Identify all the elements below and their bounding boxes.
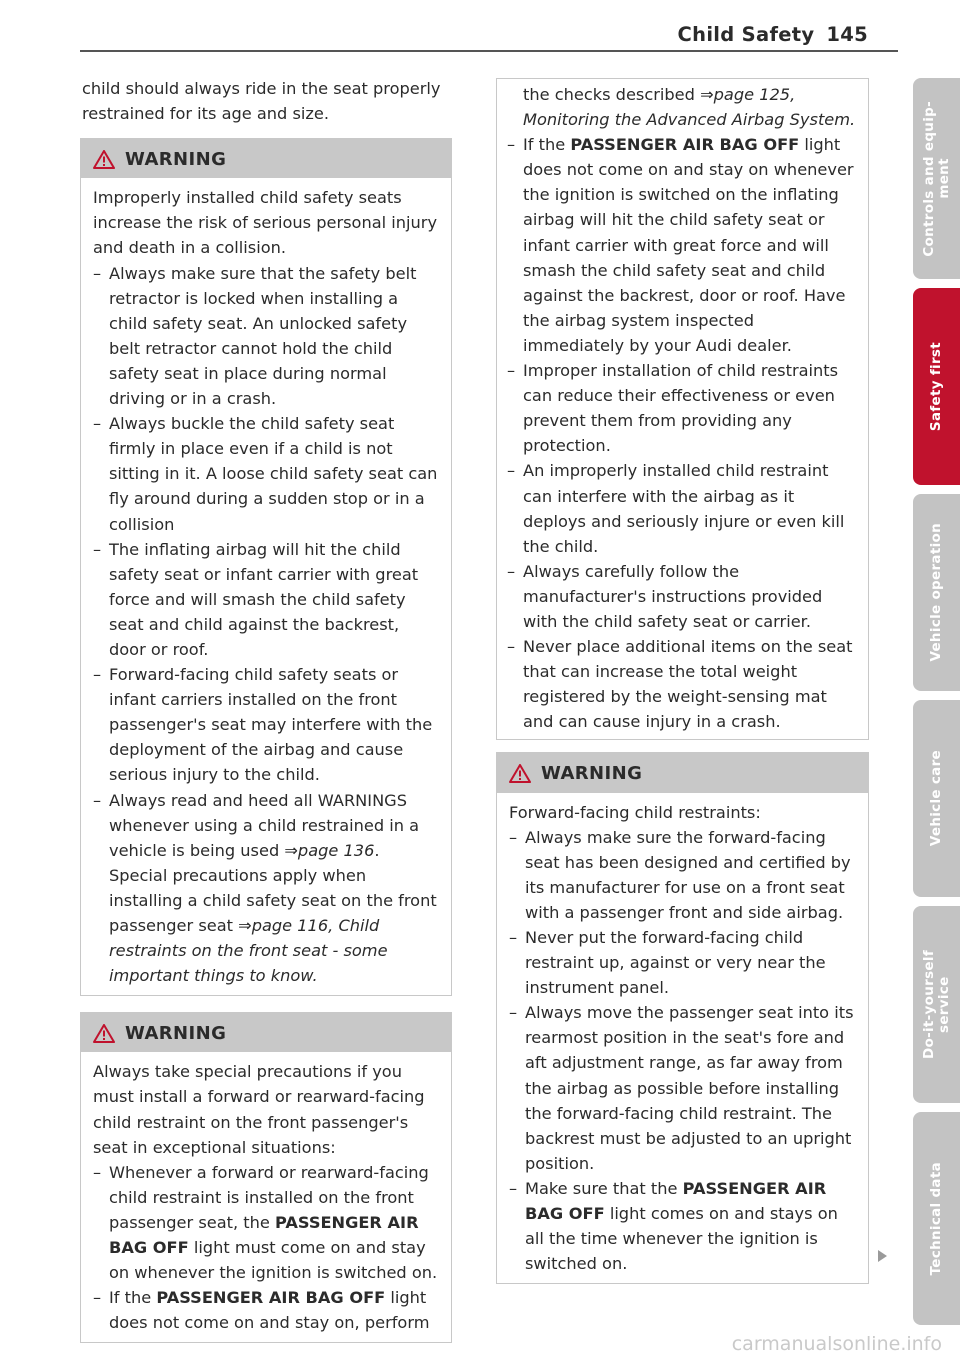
list-item-text: Always read and heed all WARNINGS whenever using a child restrained in a vehicle is being used [109,790,420,860]
warning-lead: Forward-facing child restraints: [509,802,761,822]
list-item: – Always carefully follow the manufacturer's instructions provided with the child safety seat or carrier. [507,559,856,634]
page-reference-link[interactable]: ⇒page 125, Monitoring the Advanced Airbag System. [523,85,856,130]
list-item-text: Whenever a forward or rearward-facing child restraint is installed on the front passenger seat, the [109,1162,429,1232]
warning-triangle-icon [93,150,115,169]
right-column [496,78,869,1284]
list-item: – The inflating airbag will hit the child safety seat or infant carrier with great force and will smash the child safety seat and child against the backrest, door or roof. [93,537,439,662]
tab-label: Controls and equip- ment [920,100,952,257]
warning-body [81,178,451,995]
tab-label: Do-it-yourself service [920,949,952,1059]
warning-heading: WARNING [541,763,643,785]
header-rule [80,50,898,52]
running-header [678,23,868,46]
list-item: – Never place additional items on the seat that can increase the total weight registered by the weight-sensing mat and can cause injury in a crash. [507,634,856,734]
warning-box-2 [80,1012,452,1343]
list-item [507,132,856,358]
warning-box-1 [80,138,452,996]
list-item: – Always make sure the forward-facing seat has been designed and certified by its manufacturer for use on a front seat with a passenger front and side airbag. [509,825,856,925]
warning-heading: WARNING [125,149,227,171]
tab-label: Safety first [928,341,944,432]
list-item-text: If the [109,1288,157,1308]
warning-list [93,1160,439,1336]
tab-label: Vehicle operation [928,523,944,662]
list-item: – An improperly installed child restraint can interfere with the airbag as it deploys and seriously injure or even kill the child. [507,458,856,558]
tab-technical-data[interactable] [913,1112,960,1325]
list-item: – Improper installation of child restraints can reduce their effectiveness or even prevent them from providing any protection. [507,358,856,458]
list-item-text: If the [523,135,571,155]
continued-arrow-icon [878,1250,887,1262]
tab-vehicle-care[interactable] [913,700,960,897]
warning-body [497,793,868,1284]
warning-list [507,132,856,734]
list-item: – Always buckle the child safety seat firmly in place even if a child is not sitting in it. A loose child safety seat can fly around during a sudden stop or in a collision [93,411,439,536]
list-item: – Always make sure that the safety belt retractor is locked when installing a child safety seat. An unlocked safety belt retractor cannot hold the child safety seat in place during normal driving or in a crash. [93,261,439,412]
tab-label: Technical data [928,1161,944,1276]
warning-triangle-icon [509,764,531,783]
continuation-lead: the checks described [523,85,701,104]
warning-continuation-box [496,78,869,740]
list-item-text: light comes on and stays on all the time whenever the ignition is switched on. [525,1204,838,1274]
intro-paragraph: child should always ride in the seat properly restrained for its age and size. [82,79,441,124]
page-reference-link[interactable]: ⇒page 136 [284,840,375,860]
warning-header [81,139,451,178]
warning-heading: WARNING [125,1023,227,1045]
indicator-name: PASSENGER AIR BAG OFF [156,1288,386,1308]
list-item-text: . Special precautions apply when installing a child safety seat on the front passenger seat [109,840,437,935]
header-title: Child Safety [677,23,815,46]
warning-lead: Always take special precautions if you must install a forward or rearward-facing child restraint on the front passenger's seat in exceptional situations: [93,1062,425,1157]
warning-header [81,1013,451,1052]
list-item-text: light does not come on and stay on whenever the ignition is switched on the inflating airbag will hit the child safety seat or infant carrier with great force and will smash the child safety seat and child against the backrest, door or roof. Have the airbag system inspected immediately by your Audi dealer. [523,135,854,355]
tab-label: Vehicle care [928,750,944,847]
list-item: – Forward-facing child safety seats or infant carriers installed on the front passenger's seat may interfere with the deployment of the airbag and cause serious injury to the child. [93,662,439,787]
indicator-name: PASSENGER AIR BAG OFF [109,1212,419,1258]
page-number: 145 [826,23,868,46]
list-item [93,1285,439,1335]
continuation-text [523,82,856,132]
tab-vehicle-operation[interactable] [913,494,960,691]
watermark: carmanualsonline.info [731,1333,942,1355]
left-column [80,76,452,1343]
list-item-text: light does not come on and stay on, perform [109,1288,430,1333]
warning-lead: Improperly installed child safety seats increase the risk of serious personal injury and death in a collision. [93,188,438,258]
tab-safety-first[interactable] [913,288,960,485]
list-item: – Never put the forward-facing child restraint up, against or very near the instrument panel. [509,925,856,1000]
warning-header [497,753,868,792]
list-item: – Always move the passenger seat into its rearmost position in the seat's fore and aft adjustment range, as far away from the airbag as possible before installing the forward-facing child restraint. The backrest must be adjusted to an upright position. [509,1000,856,1176]
warning-box-3 [496,752,869,1284]
warning-list [93,261,439,989]
tab-controls-and-equipment[interactable] [913,78,960,279]
list-item [93,1160,439,1285]
list-item-text: Make sure that the [525,1178,683,1198]
list-item-text: light must come on and stay on whenever the ignition is switched on. [109,1238,438,1283]
list-item [93,788,439,989]
tab-do-it-yourself-service[interactable] [913,906,960,1103]
page-reference-link[interactable]: ⇒page 116, Child restraints on the front seat - some important things to know. [109,916,388,986]
indicator-name: PASSENGER AIR BAG OFF [570,135,800,155]
warning-body [81,1052,451,1342]
indicator-name: PASSENGER AIR BAG OFF [525,1178,827,1224]
list-item [509,1176,856,1276]
warning-triangle-icon [93,1024,115,1043]
warning-list [509,825,856,1277]
